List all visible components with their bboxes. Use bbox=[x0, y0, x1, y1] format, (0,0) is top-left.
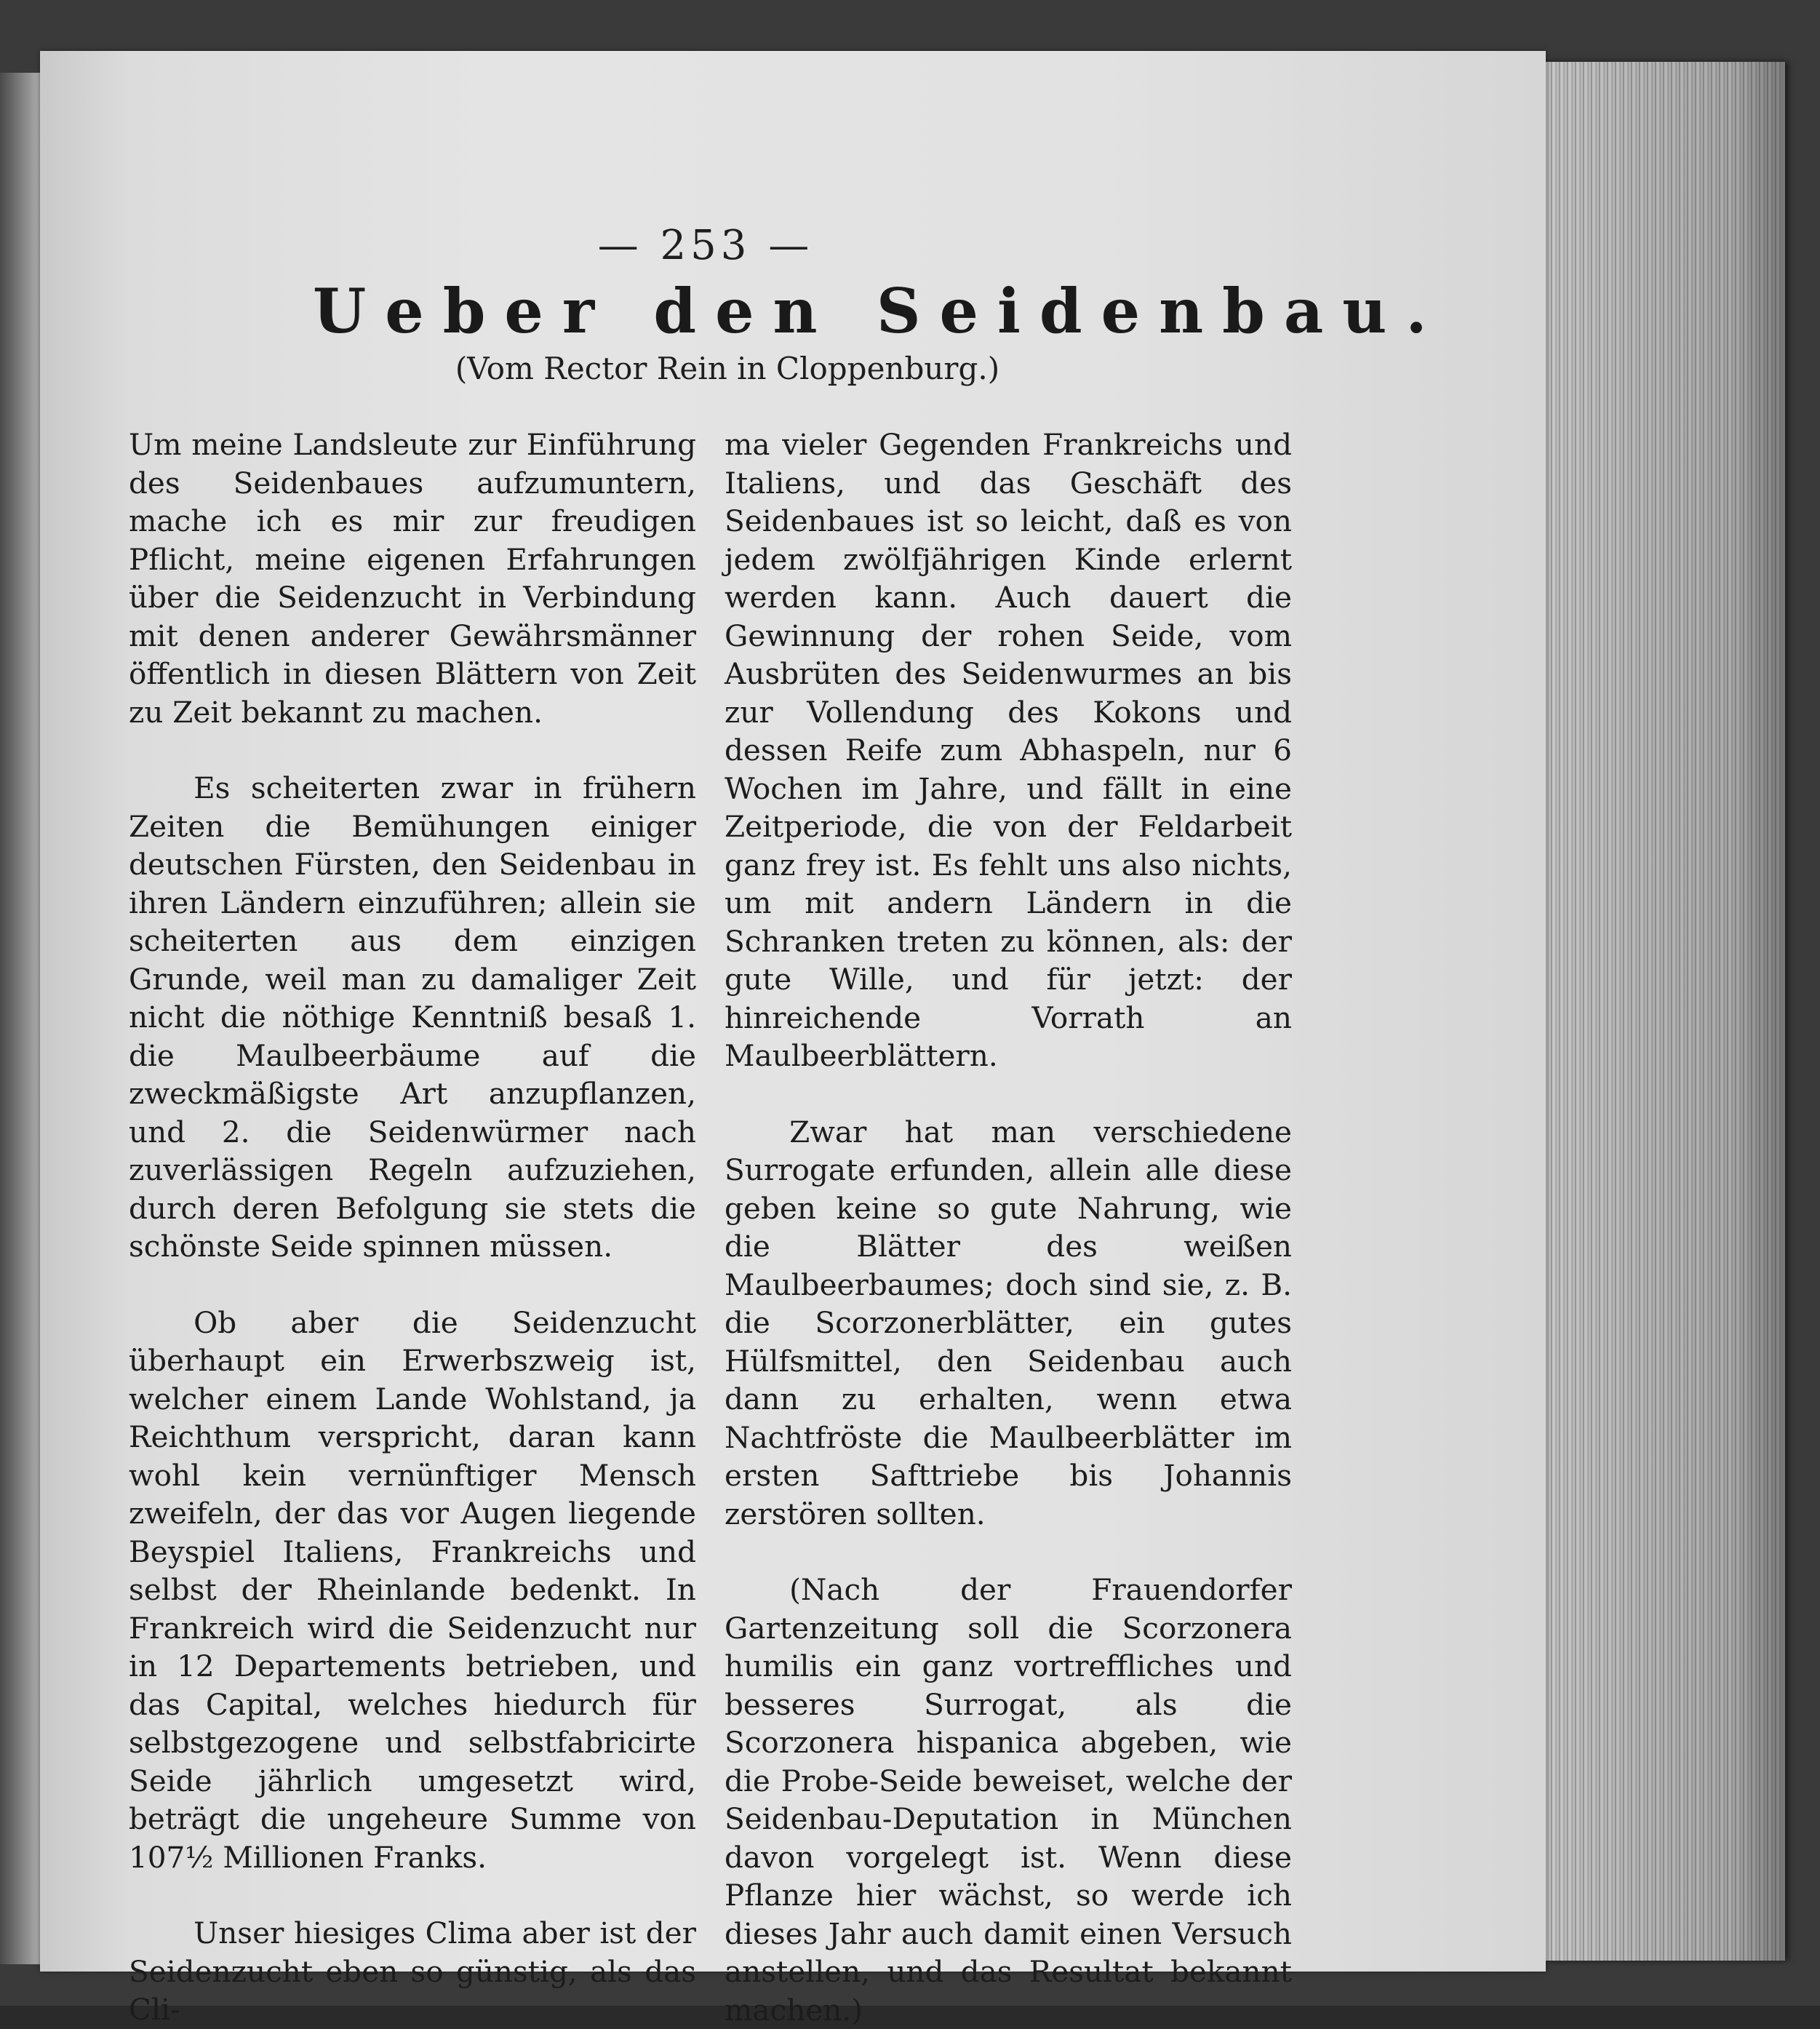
paragraph: Um meine Landsleute zur Einführung des Seidenbaues aufzumuntern, mache ich es mir zur freudigen Pflicht, meine eigenen Erfahrungen über die Seidenzucht in Verbindung mit denen anderer Gewährsmänner öffentlich in diesen Blättern von Zeit zu Zeit bekannt zu machen. bbox=[129, 427, 696, 730]
paragraph: Zwar hat man verschiedene Surrogate erfunden, allein alle diese geben keine so gute Nahrung, wie die Blätter des weißen Maulbeerbaumes; doch sind sie, z. B. die Scorzonerblätter, ein gutes Hülfsmittel, den Seidenbau auch dann zu erhalten, wenn etwa Nachtfröste die Maulbeerblätter im ersten Safttriebe bis Johannis zerstören sollten. bbox=[725, 1114, 1292, 1531]
article-byline: (Vom Rector Rein in Cloppenburg.) bbox=[455, 351, 1000, 386]
paragraph: Unser hiesiges Clima aber ist der Seidenzucht eben so günstig, als das Cli- bbox=[129, 1916, 696, 2027]
paragraph: (Nach der Frauendorfer Gartenzeitung soll die Scorzonera humilis ein ganz vortreffliches und besseres Surrogat, als die Scorzonera hispanica abgeben, wie die Probe-Seide beweiset, welche der Seidenbau-Deputation in München davon vorgelegt ist. Wenn diese Pflanze hier wächst, so werde ich dieses Jahr auch damit einen Versuch anstellen, und das Resultat bekannt machen.) bbox=[725, 1572, 1292, 2028]
article-title: Ueber den Seidenbau. bbox=[313, 275, 1446, 347]
facing-page-edge bbox=[0, 73, 44, 1964]
paragraph: ma vieler Gegenden Frankreichs und Italiens, und das Geschäft des Seidenbaues ist so leicht, daß es von jedem zwölfjährigen Kinde erlernt werden kann. Auch dauert die Gewinnung der rohen Seide, vom Ausbrüten des Seidenwurmes an bis zur Vollendung des Kokons und dessen Reife zum Abhaspeln, nur 6 Wochen im Jahre, und fällt in eine Zeitperiode, die von der Feldarbeit ganz frey ist. Es fehlt uns also nichts, um mit andern Ländern in die Schranken treten zu können, als: der gute Wille, und für jetzt: der hinreichende Vorrath an Maulbeerblättern. bbox=[725, 427, 1292, 1073]
paragraph: Ob aber die Seidenzucht überhaupt ein Erwerbszweig ist, welcher einem Lande Wohlstand, ja Reichthum verspricht, daran kann wohl kein vernünftiger Mensch zweifeln, der das vor Augen liegende Beyspiel Italiens, Frankreichs und selbst der Rheinlande bedenkt. In Frankreich wird die Seidenzucht nur in 12 Departements betrieben, und das Capital, welches hiedurch für selbstgezogene und selbstfabricirte Seide jährlich umgesetzt wird, beträgt die ungeheure Summe von 107½ Millionen Franks. bbox=[129, 1304, 696, 1875]
text-column-right bbox=[725, 426, 1292, 2029]
book-page-edges bbox=[1541, 62, 1785, 1961]
paragraph: Es scheiterten zwar in frühern Zeiten die Bemühungen einiger deutschen Fürsten, den Seidenbau in ihren Ländern einzuführen; allein sie scheiterten aus dem einzigen Grunde, weil man zu damaliger Zeit nicht die nöthige Kenntniß besaß 1. die Maulbeerbäume auf die zweckmäßigste Art anzupflanzen, und 2. die Seidenwürmer nach zuverlässigen Regeln aufzuziehen, durch deren Befolgung sie stets die schönste Seide spinnen müssen. bbox=[129, 770, 696, 1264]
page-number: — 253 — bbox=[597, 222, 814, 269]
text-column-left bbox=[129, 426, 696, 2029]
